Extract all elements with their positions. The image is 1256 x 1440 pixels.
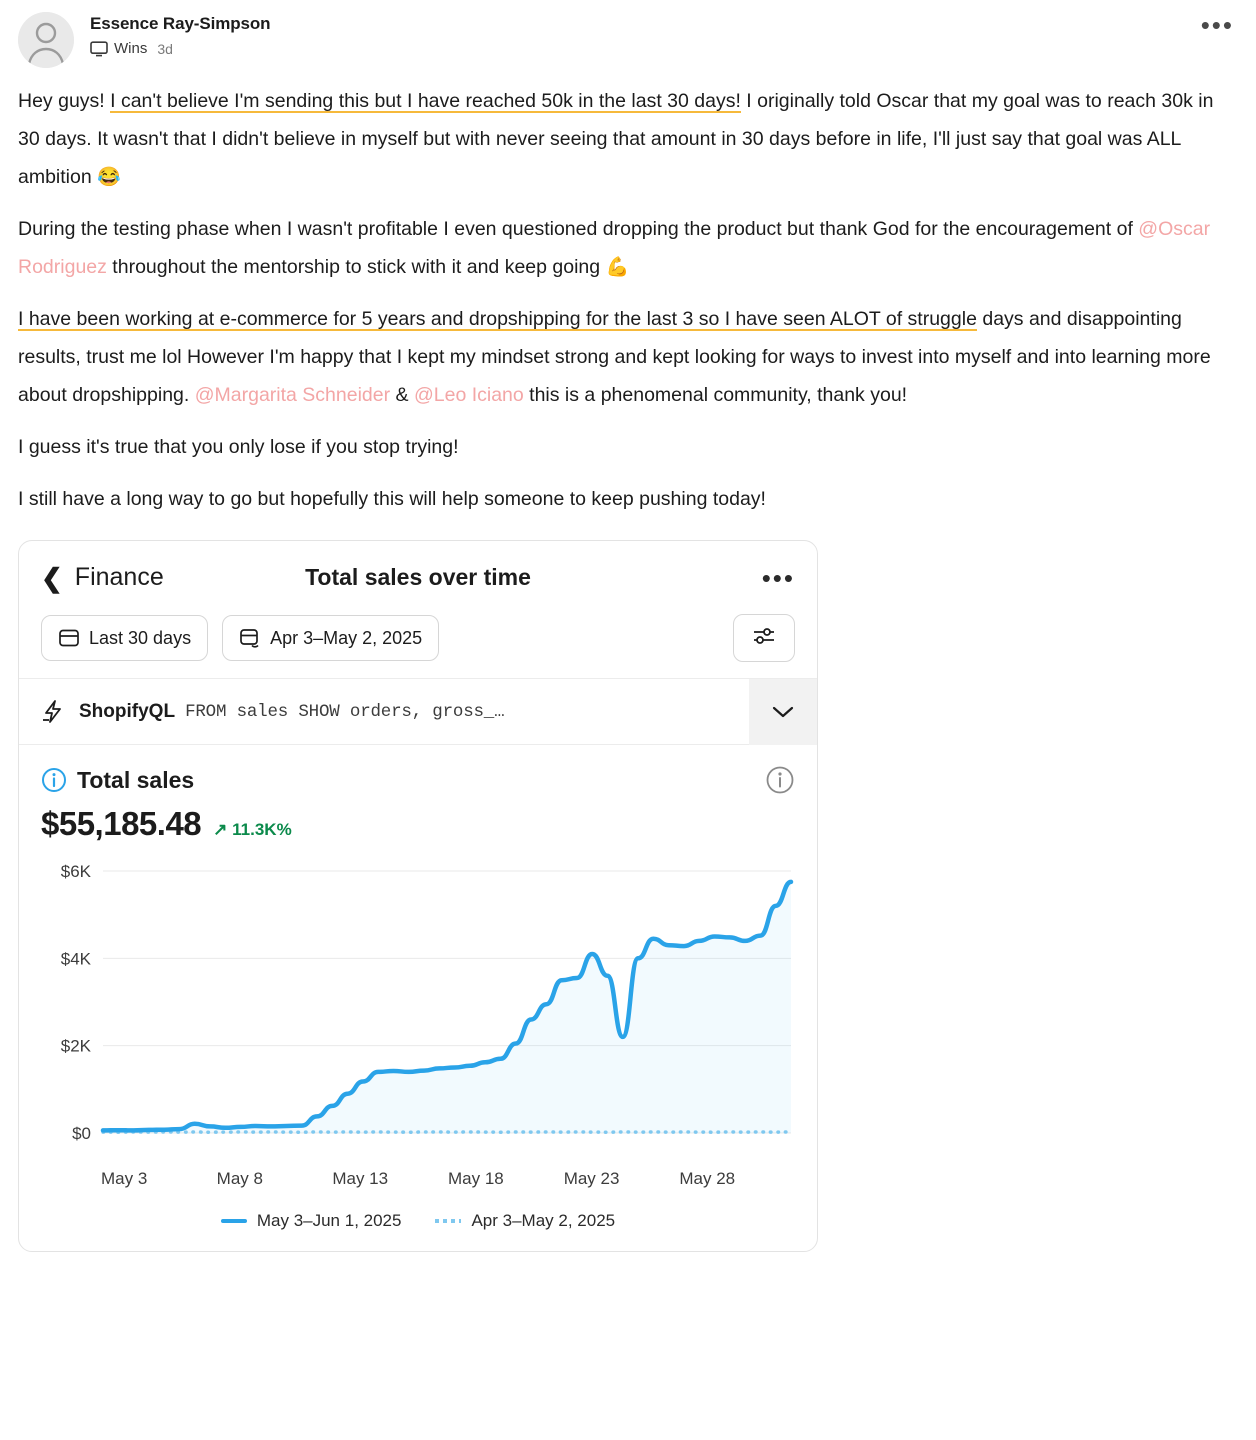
x-tick-2: May 13: [332, 1169, 389, 1189]
author-meta: [90, 40, 270, 57]
sales-line-chart: [41, 861, 795, 1161]
legend-item-current: [221, 1211, 402, 1231]
flexed-biceps-emoji: 💪: [605, 257, 630, 279]
svg-text:$0: $0: [72, 1124, 91, 1144]
metric-value-row: [41, 805, 795, 843]
attachment-wrap: [0, 518, 1256, 1252]
metric-header: [41, 765, 795, 795]
post-paragraph-4: I guess it's true that you only lose if you stop trying!: [18, 436, 459, 459]
post-body: [0, 68, 1256, 518]
sliders-icon: [751, 625, 777, 652]
metric-value: $55,185.48: [41, 805, 202, 843]
paragraph-3-amp: &: [390, 384, 414, 407]
paragraph-3-highlight: I have been working at e-commerce for 5 years and dropshipping for the last 3 so I have seen ALOT of struggle: [18, 308, 977, 331]
card-filter-row: [19, 596, 817, 678]
post-paragraph-1: [18, 82, 1234, 196]
shopifyql-row[interactable]: [19, 678, 817, 744]
finance-breadcrumb[interactable]: Finance: [74, 563, 164, 592]
mention-oscar-rodriguez[interactable]: @Oscar Rodriguez: [18, 218, 1211, 279]
post-paragraph-2: [18, 210, 1234, 286]
metric-delta: ↗ 11.3K%: [213, 820, 292, 840]
filter-settings-button[interactable]: [733, 614, 795, 662]
chart-x-axis-labels: [101, 1169, 795, 1189]
paragraph-1-text-b: I originally told Oscar that my goal was to reach 30k in 30 days. It wasn't that I didn't believe in myself but with never seeing that amount in 30 days before in life, I'll just say that goal was ALL ambition: [18, 90, 1214, 189]
info-circle-icon: [41, 767, 67, 793]
post-paragraph-5: I still have a long way to go but hopefully this will help someone to keep pushing today!: [18, 488, 766, 511]
card-more-options-button[interactable]: •••: [761, 562, 795, 593]
svg-text:$6K: $6K: [60, 862, 91, 882]
chart-legend: [19, 1189, 817, 1251]
paragraph-1-text-a: Hey guys!: [18, 90, 111, 112]
date-range-label: Last 30 days: [89, 627, 192, 648]
legend-label-previous: Apr 3–May 2, 2025: [471, 1211, 616, 1231]
x-tick-3: May 18: [448, 1169, 504, 1189]
monitor-icon: [90, 41, 108, 57]
svg-text:$2K: $2K: [60, 1036, 91, 1056]
card-title: Total sales over time: [305, 564, 531, 591]
date-compare-pill[interactable]: [222, 615, 439, 661]
x-tick-1: May 8: [216, 1169, 263, 1189]
metric-name: Total sales: [77, 766, 195, 793]
lightning-bolt-icon: [41, 699, 65, 725]
channel-name[interactable]: Wins: [114, 40, 148, 57]
post-more-options-button[interactable]: •••: [1200, 10, 1234, 40]
shopifyql-label: ShopifyQL: [79, 700, 176, 722]
author-block: [90, 10, 270, 57]
paragraph-2-text-b: throughout the mentorship to stick with it and keep going: [106, 256, 606, 279]
metric-block: [19, 744, 817, 843]
calendar-icon: [58, 627, 80, 649]
legend-item-previous: [435, 1211, 615, 1231]
legend-dotted-swatch: [435, 1219, 461, 1223]
avatar: [18, 12, 74, 68]
x-tick-0: May 3: [101, 1169, 148, 1189]
date-range-pill[interactable]: [41, 615, 208, 661]
post-header: [0, 0, 1256, 68]
svg-text:$4K: $4K: [60, 949, 91, 969]
paragraph-3-text-b: this is a phenomenal community, thank you!: [523, 384, 908, 407]
card-header: [19, 541, 817, 596]
help-info-icon[interactable]: [765, 765, 795, 795]
paragraph-3-text-a: days and disappointing results, trust me lol However I'm happy that I kept my mindset strong and kept looking for ways to invest into myself and into learning more about dropshipping.: [18, 308, 1211, 407]
shopify-analytics-card: [18, 540, 818, 1252]
author-name[interactable]: Essence Ray-Simpson: [90, 14, 271, 33]
paragraph-2-text-a: During the testing phase when I wasn't profitable I even questioned dropping the product but thank God for the encouragement of: [18, 218, 1139, 241]
date-compare-label: Apr 3–May 2, 2025: [270, 627, 423, 648]
post-paragraph-3: [18, 300, 1234, 414]
mention-leo-iciano[interactable]: @Leo Iciano: [413, 384, 524, 407]
back-chevron-icon[interactable]: ❮: [41, 562, 63, 593]
x-tick-4: May 23: [563, 1169, 620, 1189]
legend-label-current: May 3–Jun 1, 2025: [256, 1211, 402, 1231]
chevron-down-icon[interactable]: [749, 679, 817, 745]
post-timestamp: 3d: [157, 40, 173, 57]
shopifyql-query: FROM sales SHOW orders, gross_…: [185, 701, 505, 722]
calendar-repeat-icon: [239, 627, 261, 649]
legend-solid-swatch: [221, 1219, 247, 1223]
paragraph-1-highlight: I can't believe I'm sending this but I have reached 50k in the last 30 days!: [110, 90, 741, 112]
mention-margarita-schneider[interactable]: @Margarita Schneider: [194, 384, 391, 407]
laughing-emoji: 😂: [97, 167, 121, 189]
x-tick-5: May 28: [679, 1169, 736, 1189]
